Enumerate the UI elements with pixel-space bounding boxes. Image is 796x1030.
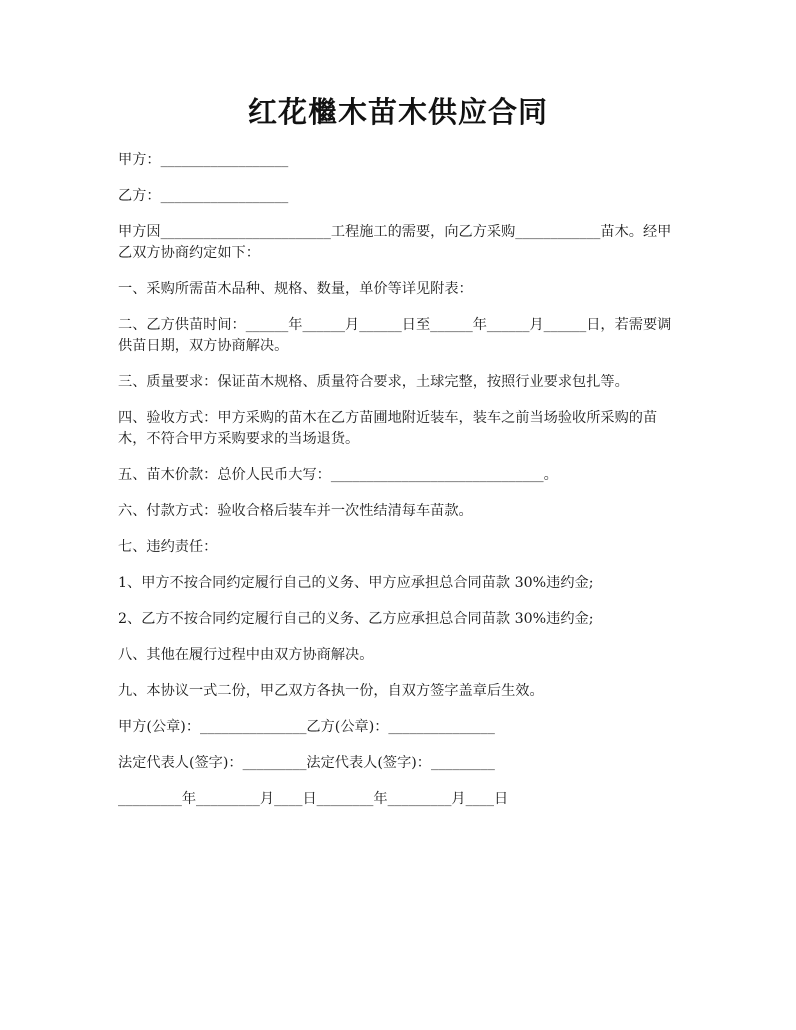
clause-2: 二、乙方供苗时间：______年______月______日至______年______月______日，若需要调供苗日期，双方协商解决。 (118, 317, 672, 354)
clause-4: 四、验收方式：甲方采购的苗木在乙方苗圃地附近装车，装车之前当场验收所采购的苗木，不符合甲方采购要求的当场退货。 (118, 410, 658, 447)
clause-9: 九、本协议一式二份，甲乙双方各执一份，自双方签字盖章后生效。 (118, 683, 544, 699)
representative-signature-line: 法定代表人(签字)：_________法定代表人(签字)：_________ (118, 755, 495, 771)
clause-7-heading: 七、违约责任： (118, 539, 218, 555)
clause-1: 一、采购所需苗木品种、规格、数量，单价等详见附表： (118, 281, 473, 297)
clause-6: 六、付款方式：验收合格后装车并一次性结清每车苗款。 (118, 503, 473, 519)
preamble-paragraph: 甲方因________________________工程施工的需要，向乙方采购____________苗木。经甲乙双方协商约定如下： (118, 224, 672, 261)
date-signature-line: _________年_________月____日________年_________月____日 (118, 791, 509, 807)
clause-5: 五、苗木价款：总价人民币大写：______________________________。 (118, 467, 558, 483)
seal-signature-line: 甲方(公章)：_______________乙方(公章)：_______________ (118, 719, 495, 735)
clause-8: 八、其他在履行过程中由双方协商解决。 (118, 647, 374, 663)
contract-body (118, 150, 683, 825)
clause-7-item-2: 2、乙方不按合同约定履行自己的义务、乙方应承担总合同苗款 30%违约金; (118, 611, 594, 627)
document-title: 红花檵木苗木供应合同 (247, 95, 548, 129)
clause-3: 三、质量要求：保证苗木规格、质量符合要求，土球完整，按照行业要求包扎等。 (118, 374, 629, 390)
party-a-line: 甲方：__________________ (118, 152, 289, 168)
party-b-line: 乙方：__________________ (118, 188, 289, 204)
clause-7-item-1: 1、甲方不按合同约定履行自己的义务、甲方应承担总合同苗款 30%违约金; (118, 575, 594, 591)
